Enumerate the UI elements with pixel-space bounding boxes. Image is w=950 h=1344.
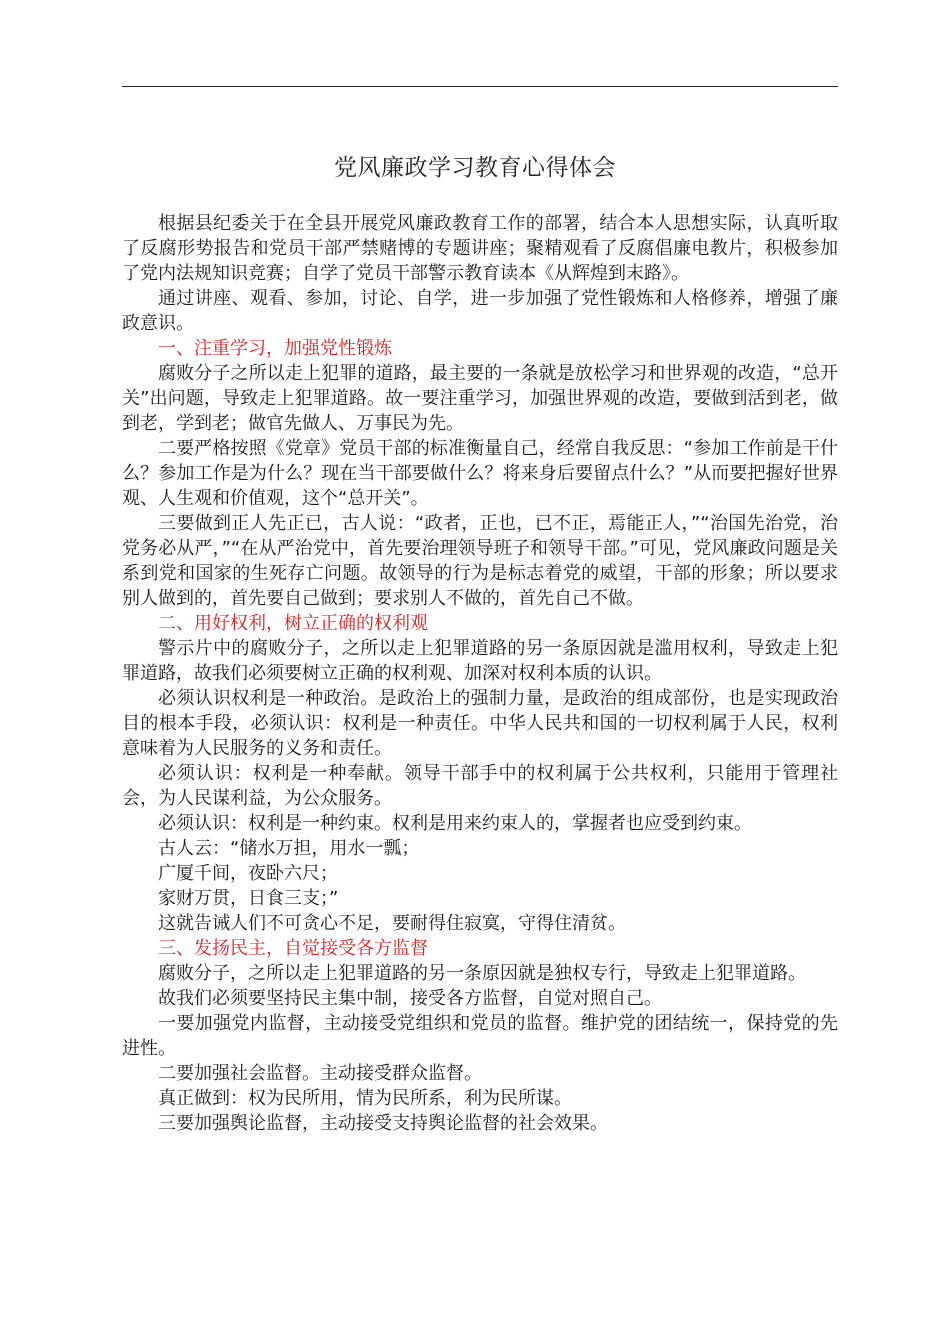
paragraph: 这就告诫人们不可贪心不足，要耐得住寂寞，守得住清贫。: [158, 913, 626, 934]
paragraph: 一要加强党内监督，主动接受党组织和党员的监督。维护党的团结统一，保持党的先进性。: [122, 1013, 838, 1059]
quote-line: 广厦千间，夜卧六尺；: [158, 863, 338, 884]
section-heading: 一、注重学习，加强党性锻炼: [158, 338, 392, 359]
paragraph: 必须认识：权利是一种奉献。领导干部手中的权利属于公共权利，只能用于管理社会，为人民谋利益，为公众服务。: [122, 763, 838, 809]
paragraph: 通过讲座、观看、参加，讨论、自学，进一步加强了党性锻炼和人格修养，增强了廉政意识。: [122, 288, 838, 334]
section-heading: 三、发扬民主，自觉接受各方监督: [158, 938, 428, 959]
paragraph: 三要加强舆论监督，主动接受支持舆论监督的社会效果。: [158, 1113, 608, 1134]
paragraph: 故我们必须要坚持民主集中制，接受各方监督，自觉对照自己。: [158, 988, 662, 1009]
paragraph: 三要做到正人先正已，古人说：“政者，正也，已不正，焉能正人，”“治国先治党，治党务必从严，”“在从严治党中，首先要治理领导班子和领导干部。”可见，党风廉政问题是关系到党和国家的生死存亡问题。故领导的行为是标志着党的威望，干部的形象；所以要求别人做到的，首先要自己做到；要求别人不做的，首先自己不做。: [122, 513, 838, 609]
document-body: [122, 211, 838, 1136]
header-rule: [122, 86, 838, 87]
paragraph: 腐败分子之所以走上犯罪的道路，最主要的一条就是放松学习和世界观的改造，“总开关”出问题，导致走上犯罪道路。故一要注重学习，加强世界观的改造，要做到活到老，做到老，学到老；做官先做人、万事民为先。: [122, 363, 838, 434]
paragraph: 警示片中的腐败分子，之所以走上犯罪道路的另一条原因就是滥用权利，导致走上犯罪道路，故我们必须要树立正确的权利观、加深对权利本质的认识。: [122, 638, 838, 684]
paragraph: 二要加强社会监督。主动接受群众监督。: [158, 1063, 482, 1084]
paragraph: 二要严格按照《党章》党员干部的标准衡量自己，经常自我反思：“参加工作前是干什么？参加工作是为什么？现在当干部要做什么？将来身后要留点什么？”从而要把握好世界观、人生观和价值观，这个“总开关”。: [122, 438, 838, 509]
document-title: 党风廉政学习教育心得体会: [334, 155, 616, 181]
paragraph: 根据县纪委关于在全县开展党风廉政教育工作的部署，结合本人思想实际，认真听取了反腐形势报告和党员干部严禁赌博的专题讲座；聚精观看了反腐倡廉电教片，积极参加了党内法规知识竞赛；自学了党员干部警示教育读本《从辉煌到末路》。: [122, 213, 838, 284]
quote-line: 古人云：“储水万担，用水一瓢；: [158, 838, 420, 859]
section-heading: 二、用好权利，树立正确的权利观: [158, 613, 428, 634]
paragraph: 腐败分子，之所以走上犯罪道路的另一条原因就是独权专行，导致走上犯罪道路。: [158, 963, 806, 984]
quote-line: 家财万贯，日食三支；”: [158, 888, 339, 909]
paragraph: 必须认识：权利是一种约束。权利是用来约束人的，掌握者也应受到约束。: [158, 813, 752, 834]
paragraph: 必须认识权利是一种政治。是政治上的强制力量，是政治的组成部份，也是实现政治目的根本手段，必须认识：权利是一种责任。中华人民共和国的一切权利属于人民，权利意味着为人民服务的义务和责任。: [122, 688, 838, 759]
paragraph: 真正做到：权为民所用，情为民所系，利为民所谋。: [158, 1088, 572, 1109]
